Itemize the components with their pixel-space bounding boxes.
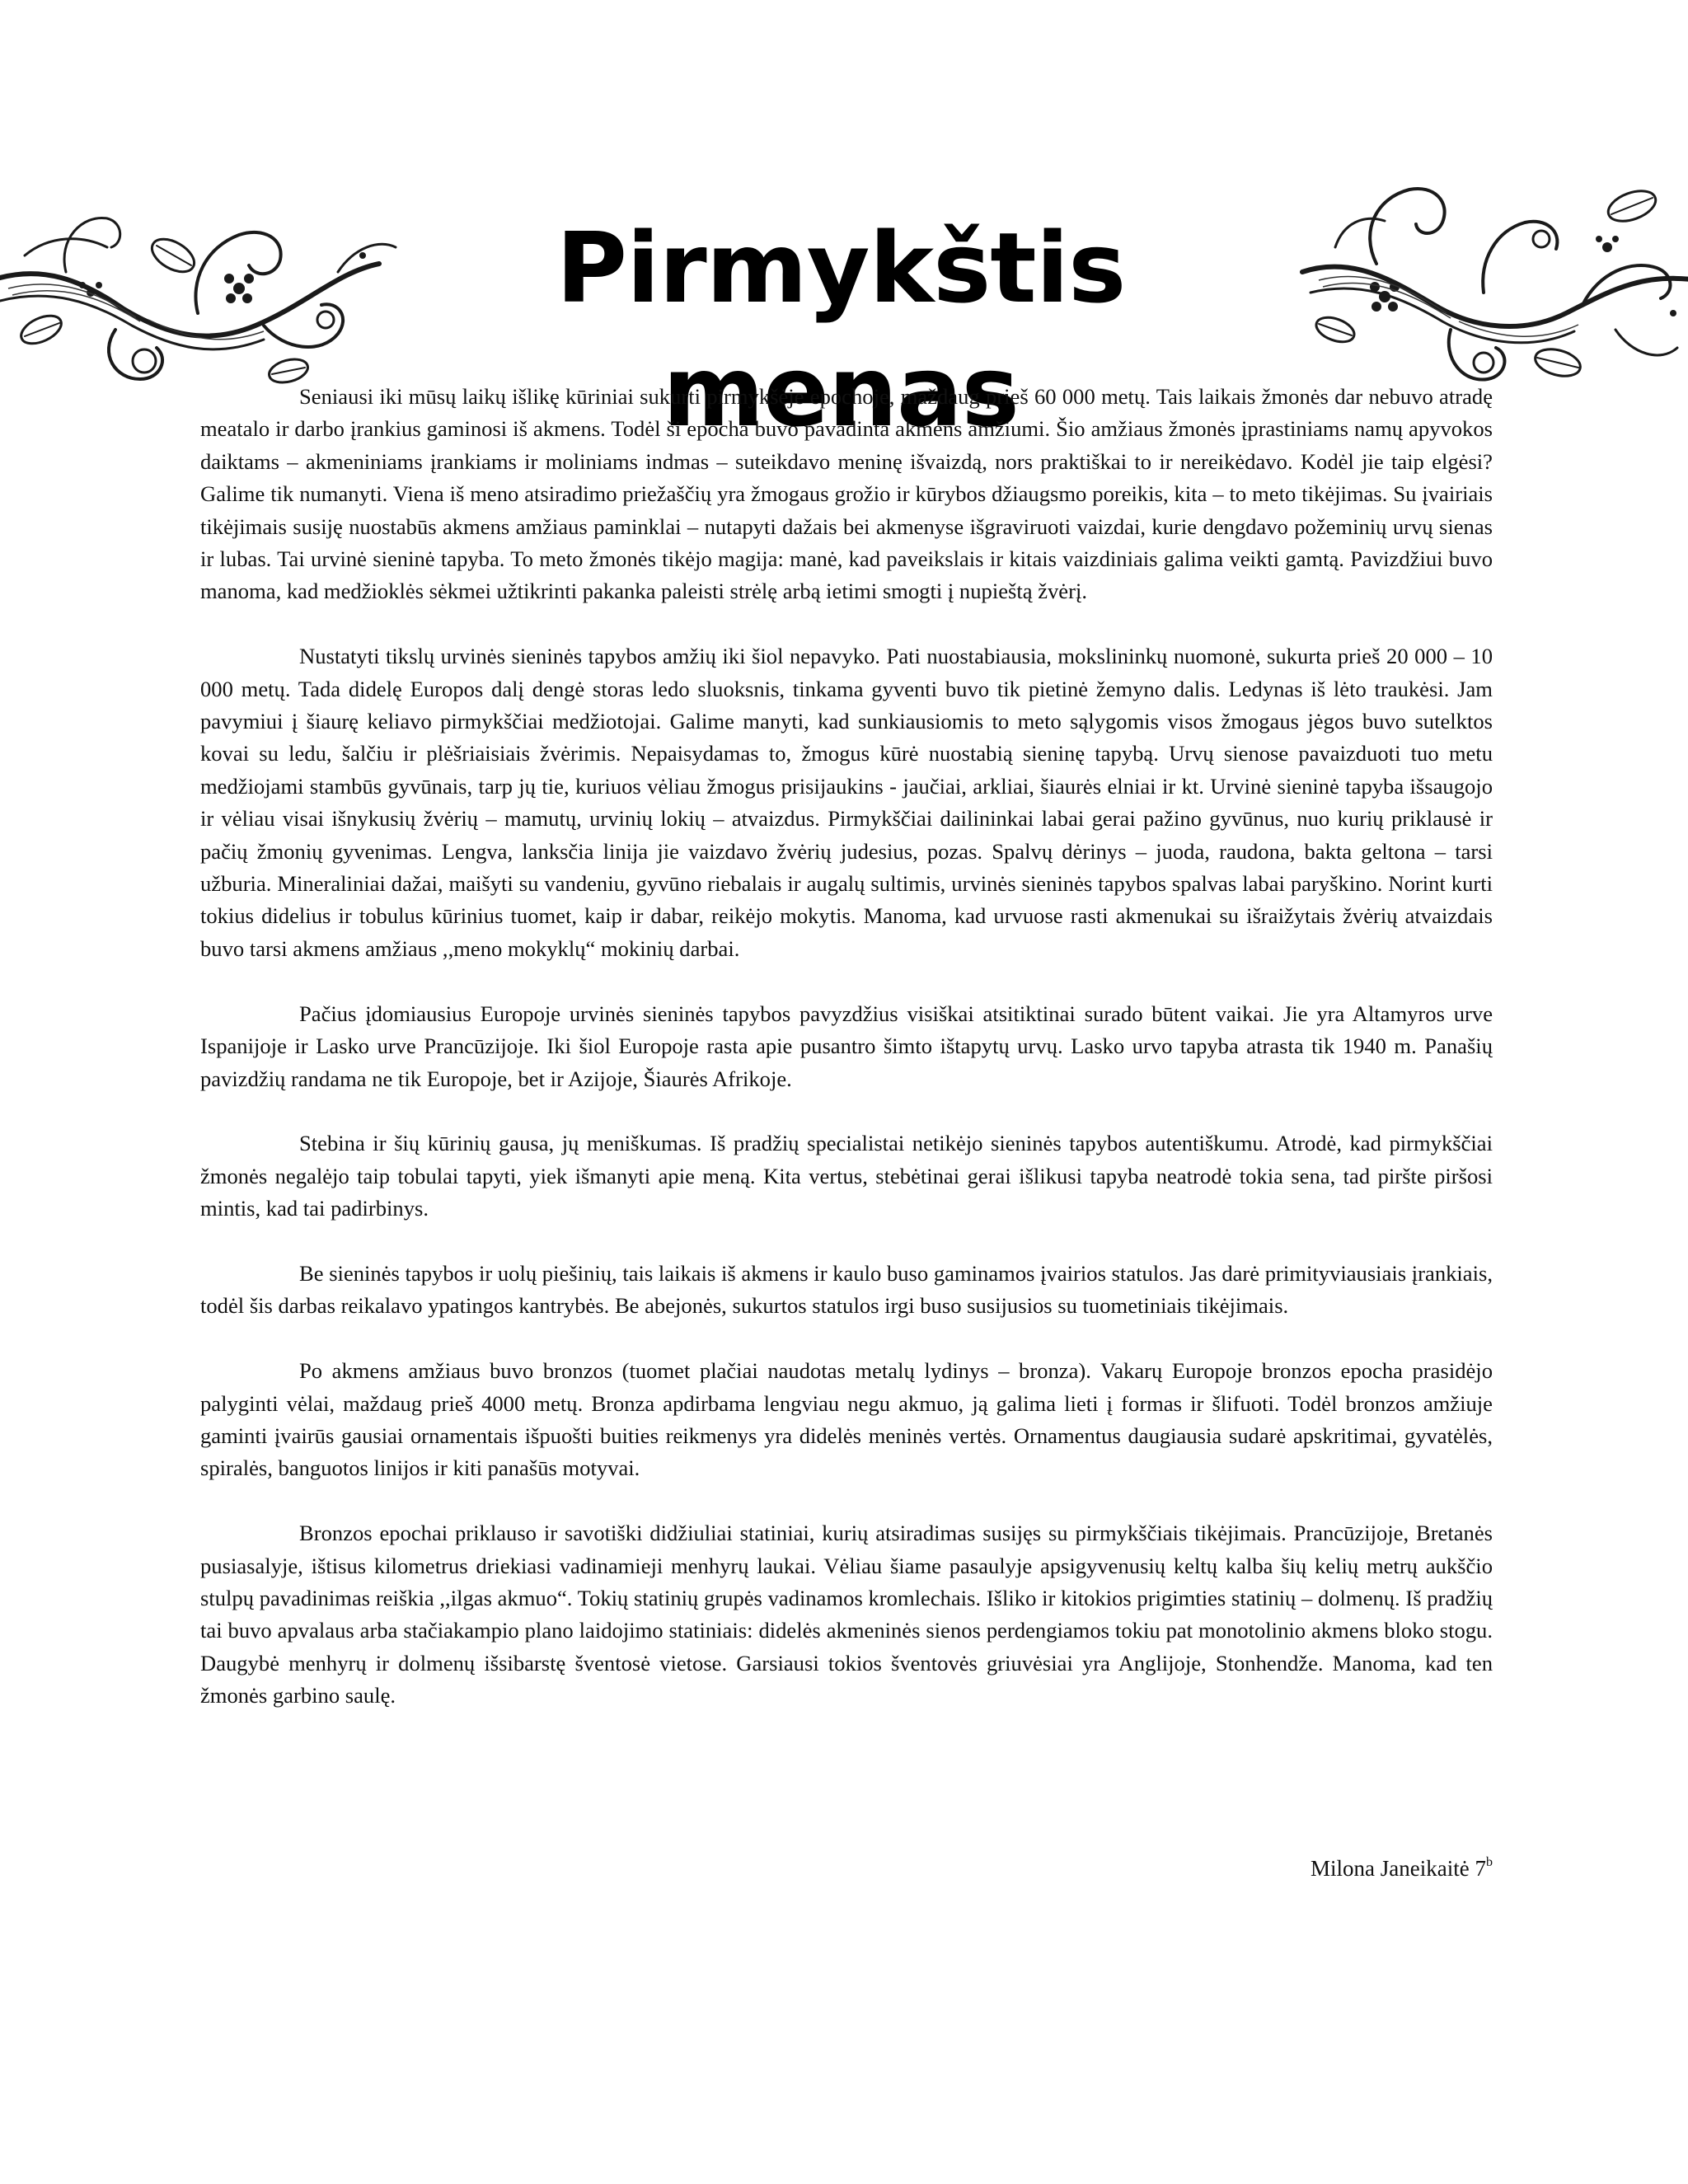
author-signature xyxy=(1071,1852,1493,1885)
author-name: Milona Janeikaitė 7 xyxy=(1311,1856,1486,1881)
paragraph-5: Be sieninės tapybos ir uolų piešinių, tais laikais iš akmens ir kaulo buso gaminamos įvairios statulos. Jas darė primityviausiais įrankiais, todėl šis darbas reikalavo ypatingos kantrybės. Be abejonės, sukurtos statulos irgi buso susijusios su tuometiniais tikėjimais. xyxy=(200,1260,1493,1319)
floral-ornament-right xyxy=(1286,157,1688,396)
paragraph-2: Nustatyti tikslų urvinės sieninės tapybos amžių iki šiol nepavyko. Pati nuostabiausia, mokslininkų nuomonė, sukurta prieš 20 000 – 10 000 metų. Tada didelę Europos dalį dengė storas ledo sluoksnis, tinkama gyventi buvo tik pietinė žemyno dalis. Ledynas iš lėto traukėsi. Jam pavymiui į šiaurę keliavo pirmykščiai medžiotojai. Galime manyti, kad sunkiausiomis to meto sąlygomis visos žmogaus jėgos buvo sutelktos kovai su ledu, šalčiu ir plėšriaisiais žvėrimis. Nepaisydamas to, žmogus kūrė nuostabią sieninę tapybą. Urvų sienose pavaizduoti tuo metu medžiojami stambūs gyvūnais, tarp jų tie, kuriuos vėliau žmogus prisijaukins - jaučiai, arkliai, šiaurės elniai ir kt. Urvinė sieninė tapyba išsaugojo ir vėliau visai išnykusių žvėrių – mamutų, urvinių lokių – atvaizdus. Pirmykščiai dailininkai labai gerai pažino gyvūnus, nuo kurių priklausė ir pačių žmonių gyvenimas. Lengva, lanksčia linija jie vaizdavo žvėrių judesius, pozas. Spalvų dėrinys – juoda, raudona, bakta geltona – tarsi užburia. Mineraliniai dažai, maišyti su vandeniu, gyvūno riebalais ir augalų sultimis, urvinės sieninės tapybos spalvas labai paryškino. Norint kurti tokius didelius ir tobulus kūrinius tuomet, kaip ir dabar, reikėjo mokytis. Manoma, kad urvuose rasti akmenukai su išraižytais žvėrių atvaizdais buvo tarsi akmens amžiaus ,,meno mokyklų“ mokinių darbai. xyxy=(200,644,1493,961)
article-body xyxy=(200,381,1493,1745)
floral-ornament-left xyxy=(0,157,404,396)
floral-swirl-icon xyxy=(1286,157,1688,396)
floral-swirl-icon xyxy=(0,157,404,396)
paragraph-4: Stebina ir šių kūrinių gausa, jų meniškumas. Iš pradžių specialistai netikėjo sieninės tapybos autentiškumu. Atrodė, kad pirmykščiai žmonės negalėjo taip tobulai tapyti, yiek išmanyti apie meną. Kita vertus, stebėtinai gerai išlikusi tapyba neatrodė tokia sena, tad piršte piršosi mintis, kad tai padirbinys. xyxy=(200,1131,1493,1221)
page-title: Pirmykštis menas xyxy=(556,211,1126,448)
paragraph-1: Seniausi iki mūsų laikų išlikę kūriniai sukurti pirmykšėje epochoje, maždaug prieš 60 000 metų. Tais laikais žmonės dar nebuvo atradę meatalo ir darbo įrankius gaminosi iš akmens. Todėl ši epocha buvo pavadinta akmens amžiumi. Šio amžiaus žmonės įprastiniams namų apyvokos daiktams – akmeniniams įrankiams ir moliniams indmas – suteikdavo meninę išvaizdą, nors praktiškai to ir nereikėdavo. Kodėl jie taip elgėsi? Galime tik numanyti. Viena iš meno atsiradimo priežaščių yra žmogaus grožio ir kūrybos džiaugsmo poreikis, kita – to meto tikėjimas. Su įvairiais tikėjimais susiję nuostabūs akmens amžiaus paminklai – nutapyti dažais bei akmenyse išgraviruoti vaizdai, kurie dengdavo požeminių urvų sienas ir lubas. Tai urvinė sieninė tapyba. To meto žmonės tikėjo magija: manė, kad paveikslais ir kitais vaizdiniais galima veikti gamtą. Pavizdžiui buvo manoma, kad medžioklės sėkmei užtikrinti pakanka paleisti strėlę arbą ietimi smogti į nupieštą žvėrį. xyxy=(200,384,1493,604)
author-class-letter: b xyxy=(1486,1855,1493,1869)
paragraph-6: Po akmens amžiaus buvo bronzos (tuomet plačiai naudotas metalų lydinys – bronza). Vakarų Europoje bronzos epocha prasidėjo palyginti vėlai, maždaug prieš 4000 metų. Bronza apdirbama lengviau negu akmuo, ją galima lieti į formas ir šlifuoti. Todėl bronzos amžiuje gaminti įvairūs gausiai ornamentais išpuošti buities reikmenys yra didelės meninės vertės. Ornamentus daugiausia sudarė apskritimai, gyvatėlės, spiralės, banguotos linijos ir kiti panašūs motyvai. xyxy=(200,1358,1493,1481)
paragraph-3: Pačius įdomiausius Europoje urvinės sieninės tapybos pavyzdžius visiškai atsitiktinai surado būtent vaikai. Jie yra Altamyros urve Ispanijoje ir Lasko urve Prancūzijoje. Iki šiol Europoje rasta apie pusantro šimto ištapytų urvų. Lasko urvo tapyba atrasta tik 1940 m. Panašių pavizdžių randama ne tik Europoje, bet ir Azijoje, Šiaurės Afrikoje. xyxy=(200,1001,1493,1091)
paragraph-7: Bronzos epochai priklauso ir savotiški didžiuliai statiniai, kurių atsiradimas susijęs su pirmykščiais tikėjimais. Prancūzijoje, Bretanės pusiasalyje, ištisus kilometrus driekiasi vadinamieji menhyrų laukai. Vėliau šiame pasaulyje apsigyvenusių keltų kalba šių kelių metrų aukščio stulpų pavadinimas reiškia ,,ilgas akmuo“. Tokių statinių grupės vadinamos kromlechais. Išliko ir kitokios prigimties statinių – dolmenų. Iš pradžių tai buvo apvalaus arba stačiakampio plano laidojimo statiniais: didelės akmeninės sienos perdengiamos tokiu pat monotolinio akmens bloko stogu. Daugybė menhyrų ir dolmenų išsibarstę šventosė vietose. Garsiausi tokios šventovės griuvėsiai yra Anglijoje, Stonhendže. Manoma, kad ten žmonės garbino saulę. xyxy=(200,1521,1493,1708)
